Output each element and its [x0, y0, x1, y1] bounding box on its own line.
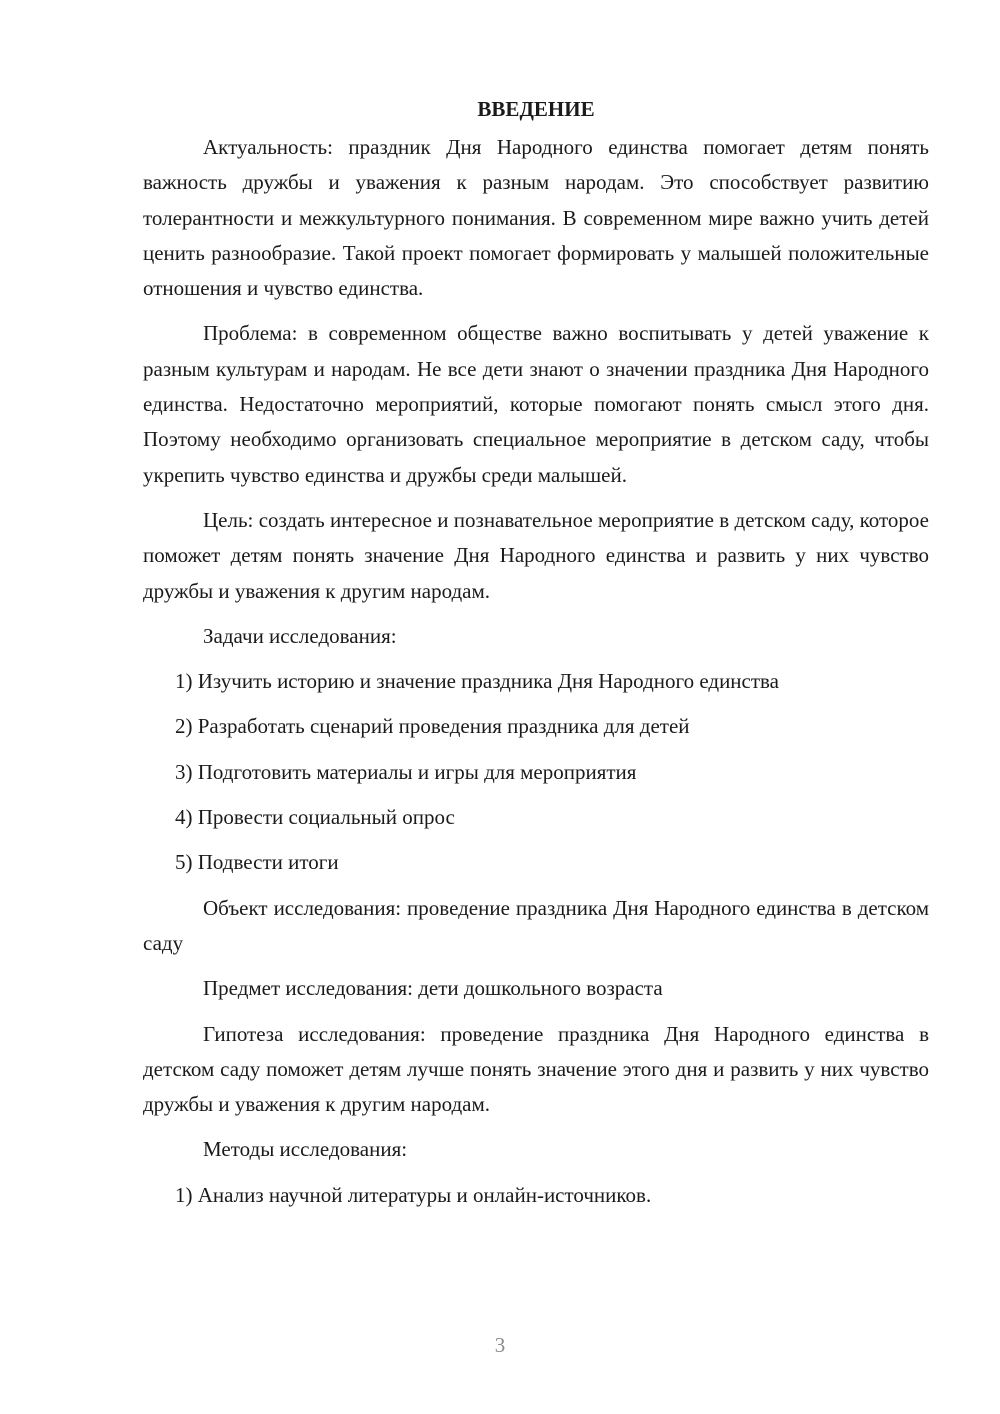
- document-page: [143, 92, 929, 1223]
- task-item-3: 3) Подготовить материалы и игры для мероприятия: [175, 759, 637, 784]
- task-item-1: 1) Изучить историю и значение праздника Дня Народного единства: [175, 669, 780, 694]
- task-item-5: 5) Подвести итоги: [175, 850, 339, 875]
- task-item-2: 2) Разработать сценарий проведения праздника для детей: [175, 714, 690, 739]
- problem-paragraph: Проблема: в современном обществе важно воспитывать у детей уважение к разным культурам и народам. Не все дети знают о значении праздника Дня Народного единства. Недостаточно мероприятий, которые помогают понять смысл этого дня. Поэтому необходимо организовать специальное мероприятие в детском саду, чтобы укрепить чувство единства и дружбы среди малышей.: [143, 321, 929, 487]
- method-item-1: 1) Анализ научной литературы и онлайн-источников.: [175, 1182, 652, 1207]
- tasks-heading: Задачи исследования:: [203, 623, 397, 648]
- object-paragraph: Объект исследования: проведение праздника Дня Народного единства в детском саду: [143, 895, 929, 955]
- subject-paragraph: Предмет исследования: дети дошкольного возраста: [203, 976, 663, 1001]
- relevance-paragraph: Актуальность: праздник Дня Народного единства помогает детям понять важность дружбы и уважения к разным народам. Это способствует развитию толерантности и межкультурного понимания. В современном мире важно учить детей ценить разнообразие. Такой проект помогает формировать у малышей положительные отношения и чувство единства.: [143, 135, 929, 301]
- methods-list: [143, 1178, 929, 1213]
- page-number: 3: [494, 1333, 506, 1357]
- section-title: ВВЕДЕНИЕ: [477, 97, 595, 121]
- methods-heading: Методы исследования:: [203, 1137, 408, 1162]
- goal-paragraph: Цель: создать интересное и познавательное мероприятие в детском саду, которое поможет детям понять значение Дня Народного единства и развить у них чувство дружбы и уважения к другим народам.: [143, 507, 929, 603]
- hypothesis-paragraph: Гипотеза исследования: проведение праздника Дня Народного единства в детском саду поможет детям лучше понять значение этого дня и развить у них чувство дружбы и уважения к другим народам.: [143, 1021, 929, 1117]
- tasks-list: [143, 664, 929, 880]
- task-item-4: 4) Провести социальный опрос: [175, 805, 455, 830]
